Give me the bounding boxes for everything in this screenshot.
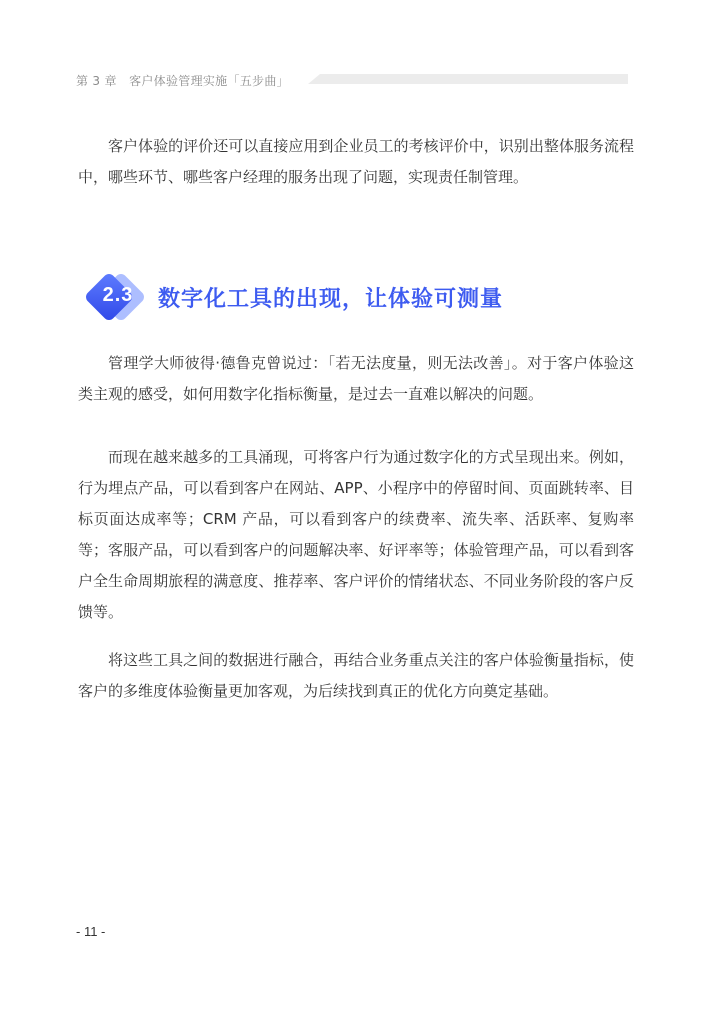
chapter-header-text: 第 3 章 客户体验管理实施「五步曲」	[76, 74, 289, 88]
section-title: 数字化工具的出现，让体验可测量	[158, 287, 504, 312]
section-number: 2.3	[102, 284, 134, 306]
section-heading	[78, 270, 638, 326]
page-number: - 11 -	[76, 924, 106, 939]
body-paragraph: 而现在越来越多的工具涌现，可将客户行为通过数字化的方式呈现出来。例如，行为埋点产品，可以看到客户在网站、APP、小程序中的停留时间、页面跳转率、目标页面达成率等；CRM 产品，可以看到客户的续费率、流失率、活跃率、复购率等；客服产品，可以看到客户的问题解决率、好评率等；体验管理产品，可以看到客户全生命周期旅程的满意度、推荐率、客户评价的情绪状态、不同业务阶段的客户反馈等。	[78, 448, 634, 621]
body-paragraph: 将这些工具之间的数据进行融合，再结合业务重点关注的客户体验衡量指标，使客户的多维度体验衡量更加客观，为后续找到真正的优化方向奠定基础。	[78, 651, 634, 700]
intro-paragraph: 客户体验的评价还可以直接应用到企业员工的考核评价中，识别出整体服务流程中，哪些环节、哪些客户经理的服务出现了问题，实现责任制管理。	[78, 137, 634, 186]
running-header	[76, 70, 628, 90]
section-number-badge	[78, 270, 158, 326]
header-decorative-bar	[308, 74, 628, 84]
body-paragraph: 管理学大师彼得·德鲁克曾说过：「若无法度量，则无法改善」。对于客户体验这类主观的感受，如何用数字化指标衡量，是过去一直难以解决的问题。	[78, 354, 634, 403]
